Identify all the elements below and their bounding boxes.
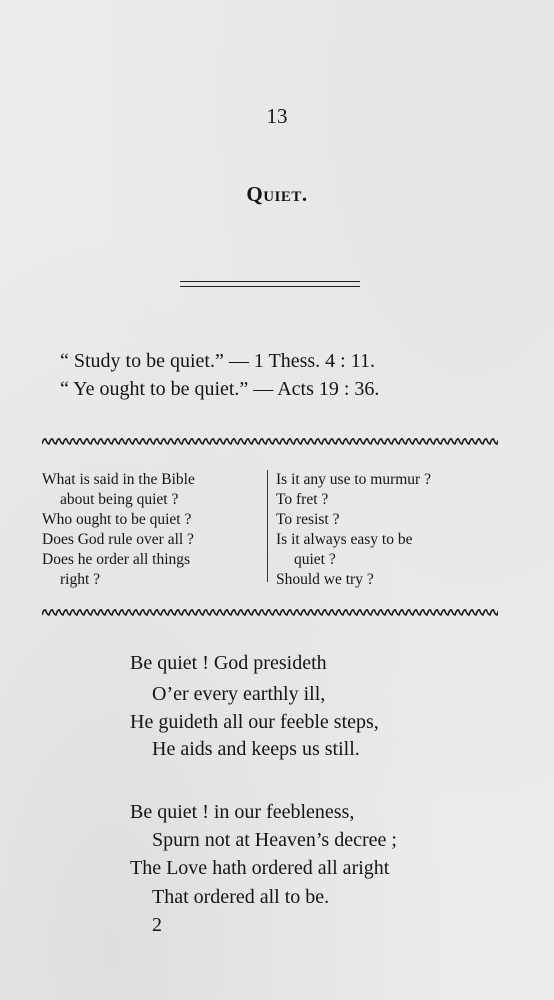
wavy-rule-top-line bbox=[42, 439, 498, 444]
stanza-1-line-3: He guideth all our feeble steps, bbox=[130, 711, 379, 733]
questions-left-column bbox=[42, 470, 264, 590]
wavy-rule-bottom bbox=[42, 607, 498, 617]
epigraph-line-2: “ Ye ought to be quiet.” — Acts 19 : 36. bbox=[60, 378, 380, 400]
question-left-line-6: right ? bbox=[60, 571, 101, 588]
questions-right-column bbox=[276, 470, 498, 590]
wavy-rule-bottom-line bbox=[42, 610, 498, 615]
column-divider bbox=[267, 470, 268, 582]
question-left-line-5: Does he order all things bbox=[42, 551, 191, 568]
stanza-1-line-2: O’er every earthly ill, bbox=[152, 683, 326, 705]
question-right-line-3: To resist ? bbox=[276, 511, 340, 528]
question-left-line-4: Does God rule over all ? bbox=[42, 531, 194, 548]
question-right-line-4: Is it always easy to be bbox=[276, 531, 413, 548]
stanza-2-line-4: That ordered all to be. bbox=[152, 886, 330, 908]
wavy-rule-top bbox=[42, 436, 498, 446]
question-left-line-1 bbox=[42, 470, 264, 490]
page-number: 13 bbox=[266, 104, 288, 128]
title-double-rule bbox=[180, 281, 360, 287]
stanza-2-line-1: Be quiet ! in our feebleness, bbox=[130, 801, 355, 823]
epigraph-line-1: “ Study to be quiet.” — 1 Thess. 4 : 11. bbox=[60, 350, 375, 372]
stanza-1-line-1: Be quiet ! God presideth bbox=[130, 652, 327, 674]
question-left-line-1-text: What is said in the Bible bbox=[42, 471, 195, 488]
question-right-line-1: Is it any use to murmur ? bbox=[276, 471, 431, 488]
question-left-line-3: Who ought to be quiet ? bbox=[42, 511, 192, 528]
page-title: Quiet. bbox=[246, 182, 308, 206]
stanza-2-line-3: The Love hath ordered all aright bbox=[130, 857, 390, 879]
question-left-line-2: about being quiet ? bbox=[60, 491, 179, 508]
question-right-line-5: quiet ? bbox=[294, 551, 336, 568]
stanza-1-line-4: He aids and keeps us still. bbox=[152, 738, 360, 760]
question-right-line-6: Should we try ? bbox=[276, 571, 374, 588]
question-right-line-2: To fret ? bbox=[276, 491, 329, 508]
stanza-2-line-2: Spurn not at Heaven’s decree ; bbox=[152, 829, 397, 851]
signature-mark: 2 bbox=[152, 914, 162, 936]
